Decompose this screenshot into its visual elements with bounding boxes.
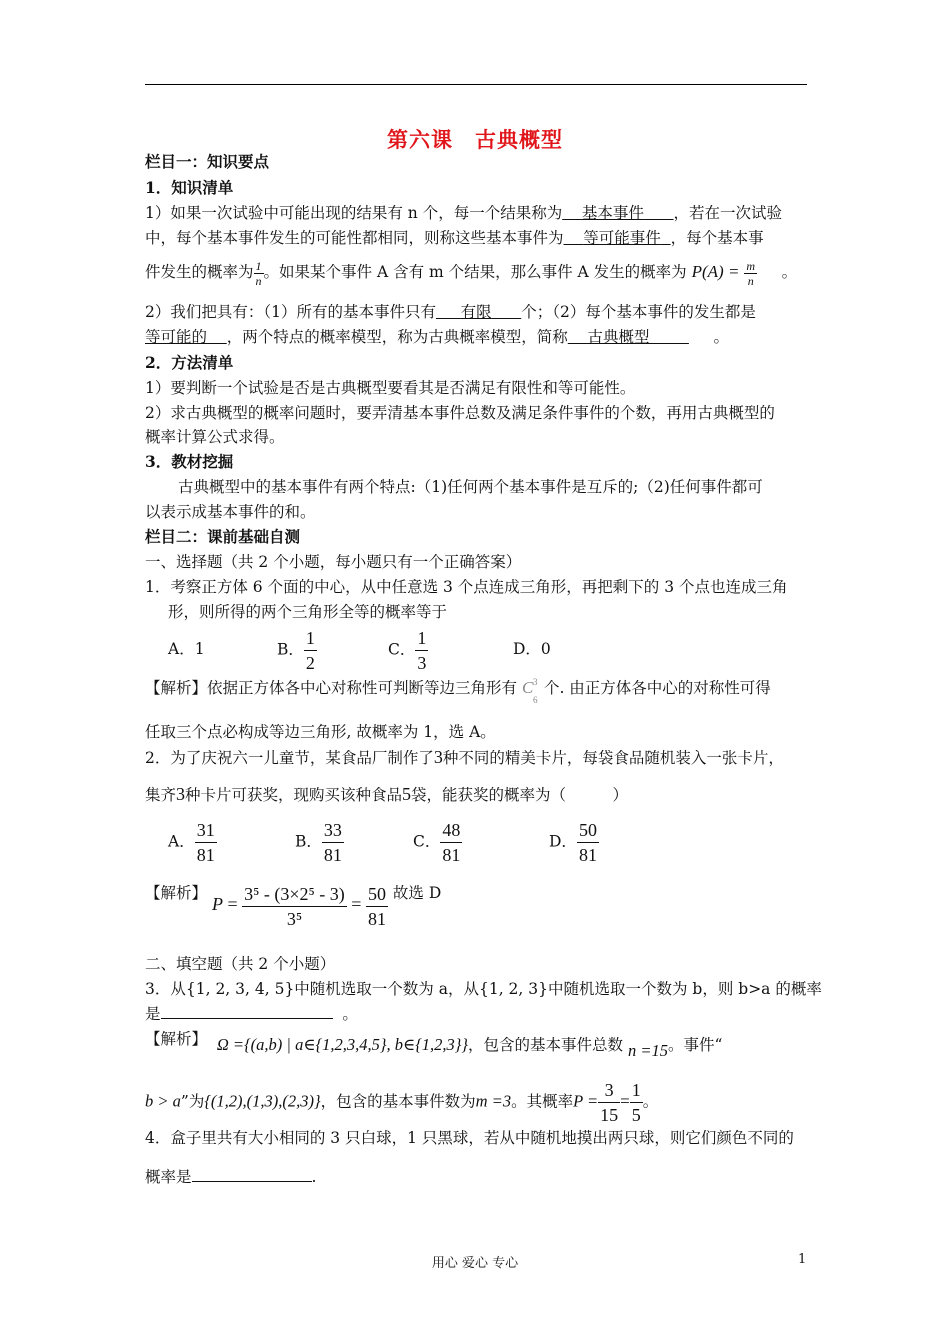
question-1a: 1．考察正方体 6 个面的中心，从中任意选 3 个点连成三角形，再把剩下的 3 个点也连成三角 [145, 578, 788, 596]
option-label: A． [168, 832, 195, 851]
num-3: 3 [176, 784, 186, 804]
p2a-pre: 2）我们把具有：（1）所有的基本事件只有 [145, 303, 436, 321]
option-label: C． [413, 832, 441, 851]
blank-equal-event-text: 等可能事件 [583, 229, 661, 247]
q2b-post: 袋，能获奖的概率为（ ） [411, 786, 629, 804]
frac-numerator: 1 [255, 258, 262, 273]
s3b-set: {(1,2),(1,3),(2,3)} [204, 1091, 321, 1111]
s3-n: n =15 [627, 1041, 668, 1060]
blank-basic-event [562, 204, 673, 222]
frac-numerator: 48 [440, 818, 462, 843]
option-fraction [322, 818, 344, 867]
combination-C63 [521, 677, 544, 705]
p2b-end: 。 [713, 328, 730, 346]
blank-equal-event [564, 229, 671, 247]
frac-denominator: 81 [367, 908, 386, 929]
option-label: B． [295, 832, 322, 851]
s3b-mid: ”为 [180, 1092, 205, 1111]
s3b-ba: b > a [145, 1091, 181, 1111]
s1a-post: 个. 由正方体各中心的对称性可得 [543, 679, 771, 697]
frac-denominator: 15 [600, 1105, 619, 1125]
p1c-pre: 件发生的概率为 [145, 263, 254, 281]
frac-denominator: 81 [323, 845, 342, 865]
frac-denominator: 5 [631, 1105, 641, 1125]
comb-C: C [521, 678, 534, 697]
q1-option-b [277, 626, 317, 675]
question-3a: 3．从{1, 2, 3, 4, 5}中随机选取一个数为 a，从{1, 2, 3}中随机选取一个数为 b，则 b>a 的概率 [145, 980, 822, 998]
solution-1a [145, 678, 771, 708]
q3b-post: 。 [342, 1005, 358, 1023]
s2-fraction [242, 882, 347, 931]
footer-motto: 用心 爱心 专心 [431, 1256, 519, 1271]
subheading-methods: 2．方法清单 [145, 353, 234, 372]
s3b-mid2: ，包含的基本事件数为 [320, 1092, 476, 1111]
frac-denominator: n [747, 273, 754, 288]
blank-equally-likely-text: 等可能的 [145, 328, 208, 346]
s3b-mid3: 。其概率 [511, 1092, 574, 1111]
method-2b: 概率计算公式求得。 [145, 428, 285, 446]
frac-numerator: m [746, 258, 756, 273]
frac-numerator: 1 [415, 626, 428, 651]
p2a-post: 个；（2）每个基本事件的发生都是 [521, 303, 756, 321]
p1b-post: ，每个基本事 [670, 229, 764, 247]
answer-blank-3[interactable] [161, 1003, 333, 1019]
s3b-P: P = [573, 1091, 599, 1111]
frac-denominator: 81 [196, 845, 215, 865]
solution-3a [145, 1028, 722, 1062]
question-3b [145, 1003, 358, 1024]
textbook-1: 古典概型中的基本事件有两个特点:（1)任何两个基本事件是互斥的;（2)任何事件都可 [178, 478, 763, 496]
p1a-pre: 1）如果一次试验中可能出现的结果有 n 个，每一个结果称为 [145, 204, 563, 222]
section-heading-1: 栏目一：知识要点 [145, 152, 270, 171]
part-2-heading: 二、填空题（共 2 个小题） [145, 955, 336, 973]
frac-numerator: 3 [598, 1078, 620, 1103]
frac-numerator: 1 [304, 626, 317, 651]
lesson-title: 第六课 古典概型 [387, 127, 563, 152]
option-label: C． [388, 640, 416, 659]
option-fraction [440, 818, 462, 867]
q2a-post: 种不同的精美卡片，每袋食品随机装入一张卡片， [442, 749, 784, 767]
frac-denominator: 81 [442, 845, 461, 865]
q2-option-c [413, 818, 462, 867]
s2-result-fraction [366, 882, 388, 931]
frac-denominator: 81 [578, 845, 597, 865]
solution-1b: 任取三个点必构成等边三角形, 故概率为 1，选 A。 [145, 723, 496, 741]
question-2b [145, 784, 628, 805]
option-fraction [577, 818, 599, 867]
option-fraction [195, 818, 217, 867]
q1-option-a: A．1 [168, 640, 205, 658]
paragraph-2b [145, 327, 729, 347]
subheading-textbook: 3．教材挖掘 [145, 452, 234, 471]
p1c-end: 。 [781, 263, 798, 281]
question-4b [145, 1166, 316, 1187]
q2-option-d [549, 818, 599, 867]
s3-label: 【解析】 [145, 1030, 208, 1048]
fraction-1-over-2 [304, 626, 317, 675]
fraction-1-over-n [254, 259, 264, 288]
frac-denominator: 2 [305, 653, 315, 673]
paragraph-1c [145, 252, 797, 292]
frac-numerator: 1 [630, 1078, 643, 1103]
fraction-1-over-3 [415, 626, 428, 675]
num-5: 5 [402, 784, 412, 804]
frac-numerator: 3⁵ - (3×2⁵ - 3) [242, 882, 347, 907]
q2b-mid: 种卡片可获奖，现购买该种食品 [185, 786, 403, 804]
s2-P: P [211, 894, 223, 914]
q3b-pre: 是 [145, 1005, 161, 1023]
option-label: D． [549, 832, 577, 851]
q2b-pre: 集齐 [145, 786, 177, 804]
p2b-mid: ，两个特点的概率模型，称为古典概率模型，简称 [226, 328, 568, 346]
s3-omega: Ω ={(a,b) | a∈{1,2,3,4,5}, b∈{1,2,3}} [216, 1035, 468, 1054]
blank-equally-likely [145, 328, 227, 346]
s3-mid: ，包含的基本事件总数 [467, 1036, 623, 1054]
blank-classical [568, 328, 689, 346]
frac-numerator: 50 [366, 882, 388, 907]
s1a-pre: 【解析】依据正方体各中心对称性可判断等边三角形有 [145, 679, 518, 697]
solution-3b [145, 1078, 658, 1124]
q2a-pre: 2．为了庆祝六一儿童节，某食品厂制作了 [145, 749, 434, 767]
q1-option-d: D．0 [513, 640, 551, 658]
p1b-pre: 中，每个基本事件发生的可能性都相同，则称这些基本事件为 [145, 229, 564, 247]
s3b-end: 。 [642, 1092, 659, 1111]
subheading-knowledge: 1．知识清单 [145, 178, 234, 197]
s3b-m: m =3 [475, 1091, 512, 1111]
textbook-2: 以表示成基本事件的和。 [145, 503, 316, 521]
s2-label: 【解析】 [145, 884, 208, 902]
s2-post: 故选 D [392, 884, 442, 902]
equals-sign: = [620, 1091, 630, 1111]
comb-sub: 6 [532, 695, 538, 705]
p1c-mid: 。如果某个事件 A 含有 m 个结果，那么事件 A 发生的概率为 [263, 263, 687, 281]
q2-option-b [295, 818, 344, 867]
paragraph-2a [145, 302, 756, 322]
comb-sup: 3 [532, 677, 538, 687]
method-2a: 2）求古典概型的概率问题时，要弄清基本事件总数及满足条件事件的个数，再用古典概型的 [145, 404, 775, 422]
frac-numerator: 33 [322, 818, 344, 843]
fraction-3-over-15 [598, 1078, 620, 1127]
blank-basic-event-text: 基本事件 [581, 204, 644, 222]
method-1: 1）要判断一个试验是否是古典概型要看其是否满足有限性和等可能性。 [145, 379, 636, 397]
formula-PA: P(A) = [691, 262, 740, 281]
q4b-post: . [311, 1168, 317, 1186]
q1-option-c [388, 626, 428, 675]
blank-finite [436, 303, 521, 321]
frac-denominator: 3 [417, 653, 427, 673]
section-heading-2: 栏目二：课前基础自测 [145, 527, 301, 546]
frac-numerator: 31 [195, 818, 217, 843]
question-4a: 4．盒子里共有大小相同的 3 只白球，1 只黑球，若从中随机地摸出两只球，则它们颜色不同的 [145, 1129, 794, 1147]
s3-end: 。事件“ [667, 1036, 723, 1054]
frac-denominator: n [255, 273, 262, 288]
p1a-post: ，若在一次试验 [673, 204, 783, 222]
fraction-1-over-5 [630, 1078, 643, 1127]
q4b-pre: 概率是 [145, 1168, 192, 1186]
question-2a [145, 747, 784, 768]
solution-2: 【解析】 P = $\frac{\text{3⁵ - (3×2⁵ - 3)}}{\text{3⁵}}$ = $\frac{50}{81}$ 故选 D [145, 883, 442, 929]
blank-classical-text: 古典概型 [587, 328, 650, 346]
q2-option-a [168, 818, 217, 867]
part-1-heading: 一、选择题（共 2 个小题，每小题只有一个正确答案） [145, 553, 522, 571]
header-rule [145, 84, 807, 85]
paragraph-1a [145, 203, 782, 223]
option-label: B． [277, 640, 304, 659]
fraction-m-over-n [744, 259, 757, 288]
answer-blank-4[interactable] [192, 1166, 312, 1182]
frac-numerator: 50 [577, 818, 599, 843]
question-1b: 形，则所得的两个三角形全等的概率等于 [168, 603, 448, 621]
blank-finite-text: 有限 [460, 303, 492, 321]
frac-denominator: 3⁵ [286, 908, 303, 929]
page-number: 1 [798, 1252, 807, 1267]
paragraph-1b [145, 228, 764, 248]
num-3: 3 [433, 747, 443, 767]
